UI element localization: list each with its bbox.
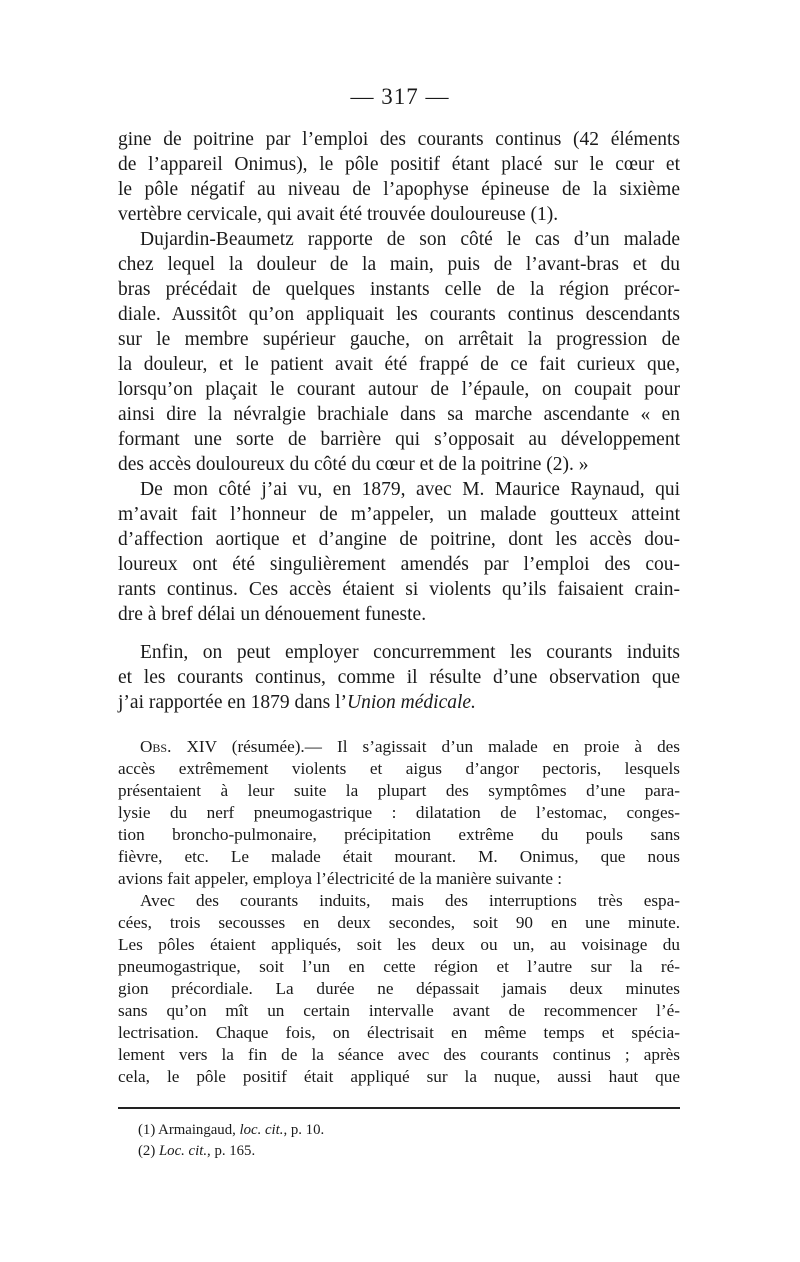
footnote-number: (2) xyxy=(138,1143,159,1159)
text-line: Dujardin-Beaumetz rapporte de son côté le cas d’un malade xyxy=(140,229,680,250)
text-line: De mon côté j’ai vu, en 1879, avec M. Maurice Raynaud, qui xyxy=(140,479,680,500)
text-line: rants continus. Ces accès étaient si violents qu’ils faisaient crain- xyxy=(118,579,680,600)
text-line: ainsi dire la névralgie brachiale dans sa marche ascendante « en xyxy=(118,404,680,425)
text-line: chez lequel la douleur de la main, puis de l’avant-bras et du xyxy=(118,254,680,275)
text-line: et les courants continus, comme il résulte d’une observation que xyxy=(118,667,680,688)
text-line: m’avait fait l’honneur de m’appeler, un malade goutteux atteint xyxy=(118,504,680,525)
text-line: diale. Aussitôt qu’on appliquait les courants continus descendants xyxy=(118,304,680,325)
text-fragment: j’ai rapportée en 1879 dans l’ xyxy=(118,692,348,713)
observation-line: cela, le pôle positif était appliqué sur la nuque, aussi haut que xyxy=(118,1067,680,1086)
footnote-reference: Loc. cit. xyxy=(158,1143,208,1159)
text-line: dre à bref délai un dénouement funeste. xyxy=(118,604,427,625)
footnote-1 xyxy=(138,1122,678,1139)
observation-line: cées, trois secousses en deux secondes, soit 90 en une minute. xyxy=(118,913,680,932)
text-line: bras précédait de quelques instants celle de la région précor- xyxy=(118,279,680,300)
observation-line: sans qu’on mît un certain intervalle avant de recommencer l’é- xyxy=(118,1001,680,1020)
text-line: vertèbre cervicale, qui avait été trouvée douloureuse (1). xyxy=(118,204,559,225)
page-number: — 317 — xyxy=(350,84,450,109)
observation-line: Avec des courants induits, mais des interruptions très espa- xyxy=(140,891,680,910)
footnote-page: , p. 165. xyxy=(207,1143,256,1159)
journal-title: Union médicale. xyxy=(347,692,476,713)
text-line xyxy=(118,692,680,714)
observation-line: pneumogastrique, soit l’un en cette région et l’autre sur la ré- xyxy=(118,957,680,976)
observation-line: Les pôles étaient appliqués, soit les deux ou un, au voisinage du xyxy=(118,935,680,954)
footnote-reference: loc. cit. xyxy=(239,1122,284,1138)
text-line: lorsqu’on plaçait le courant autour de l’épaule, on coupait pour xyxy=(118,379,680,400)
observation-label: Obs. xyxy=(140,737,172,756)
text-line: sur le membre supérieur gauche, on arrêtait la progression de xyxy=(118,329,680,350)
observation-line xyxy=(140,737,680,757)
text-line: d’affection aortique et d’angine de poitrine, dont les accès dou- xyxy=(118,529,680,550)
observation-line: présentaient à leur suite la plupart des symptômes d’une para- xyxy=(118,781,680,800)
text-line: Enfin, on peut employer concurremment les courants induits xyxy=(140,642,680,663)
observation-line: fièvre, etc. Le malade était mourant. M. Onimus, que nous xyxy=(118,847,680,866)
text-line: de l’appareil Onimus), le pôle positif étant placé sur le cœur et xyxy=(118,154,680,175)
observation-line: avions fait appeler, employa l’électricité de la manière suivante : xyxy=(118,869,563,888)
observation-line: lectrisation. Chaque fois, on électrisait en même temps et spécia- xyxy=(118,1023,680,1042)
footnote-2 xyxy=(138,1143,678,1160)
text-line: la douleur, et le patient avait été frappé de ce fait curieux que, xyxy=(118,354,680,375)
text-line: formant une sorte de barrière qui s’opposait au développement xyxy=(118,429,680,450)
text-fragment: XIV (résumée).— Il s’agissait d’un malade en proie à des xyxy=(171,737,680,756)
text-line: des accès douloureux du côté du cœur et de la poitrine (2). » xyxy=(118,454,589,475)
observation-line: lement vers la fin de la séance avec des courants continus ; après xyxy=(118,1045,680,1064)
observation-line: lysie du nerf pneumogastrique : dilatation de l’estomac, conges- xyxy=(118,803,680,822)
text-line: loureux ont été singulièrement amendés par l’emploi des cou- xyxy=(118,554,680,575)
text-line: le pôle négatif au niveau de l’apophyse épineuse de la sixième xyxy=(118,179,680,200)
text-line: gine de poitrine par l’emploi des courants continus (42 éléments xyxy=(118,129,680,150)
footnote-number: (1) Armaingaud, xyxy=(138,1122,240,1138)
footnote-page: , p. 10. xyxy=(283,1122,325,1138)
observation-line: accès extrêmement violents et aigus d’angor pectoris, lesquels xyxy=(118,759,680,778)
footnote-divider xyxy=(118,1107,680,1109)
observation-line: gion précordiale. La durée ne dépassait jamais deux minutes xyxy=(118,979,680,998)
observation-line: tion broncho-pulmonaire, précipitation extrême du pouls sans xyxy=(118,825,680,844)
